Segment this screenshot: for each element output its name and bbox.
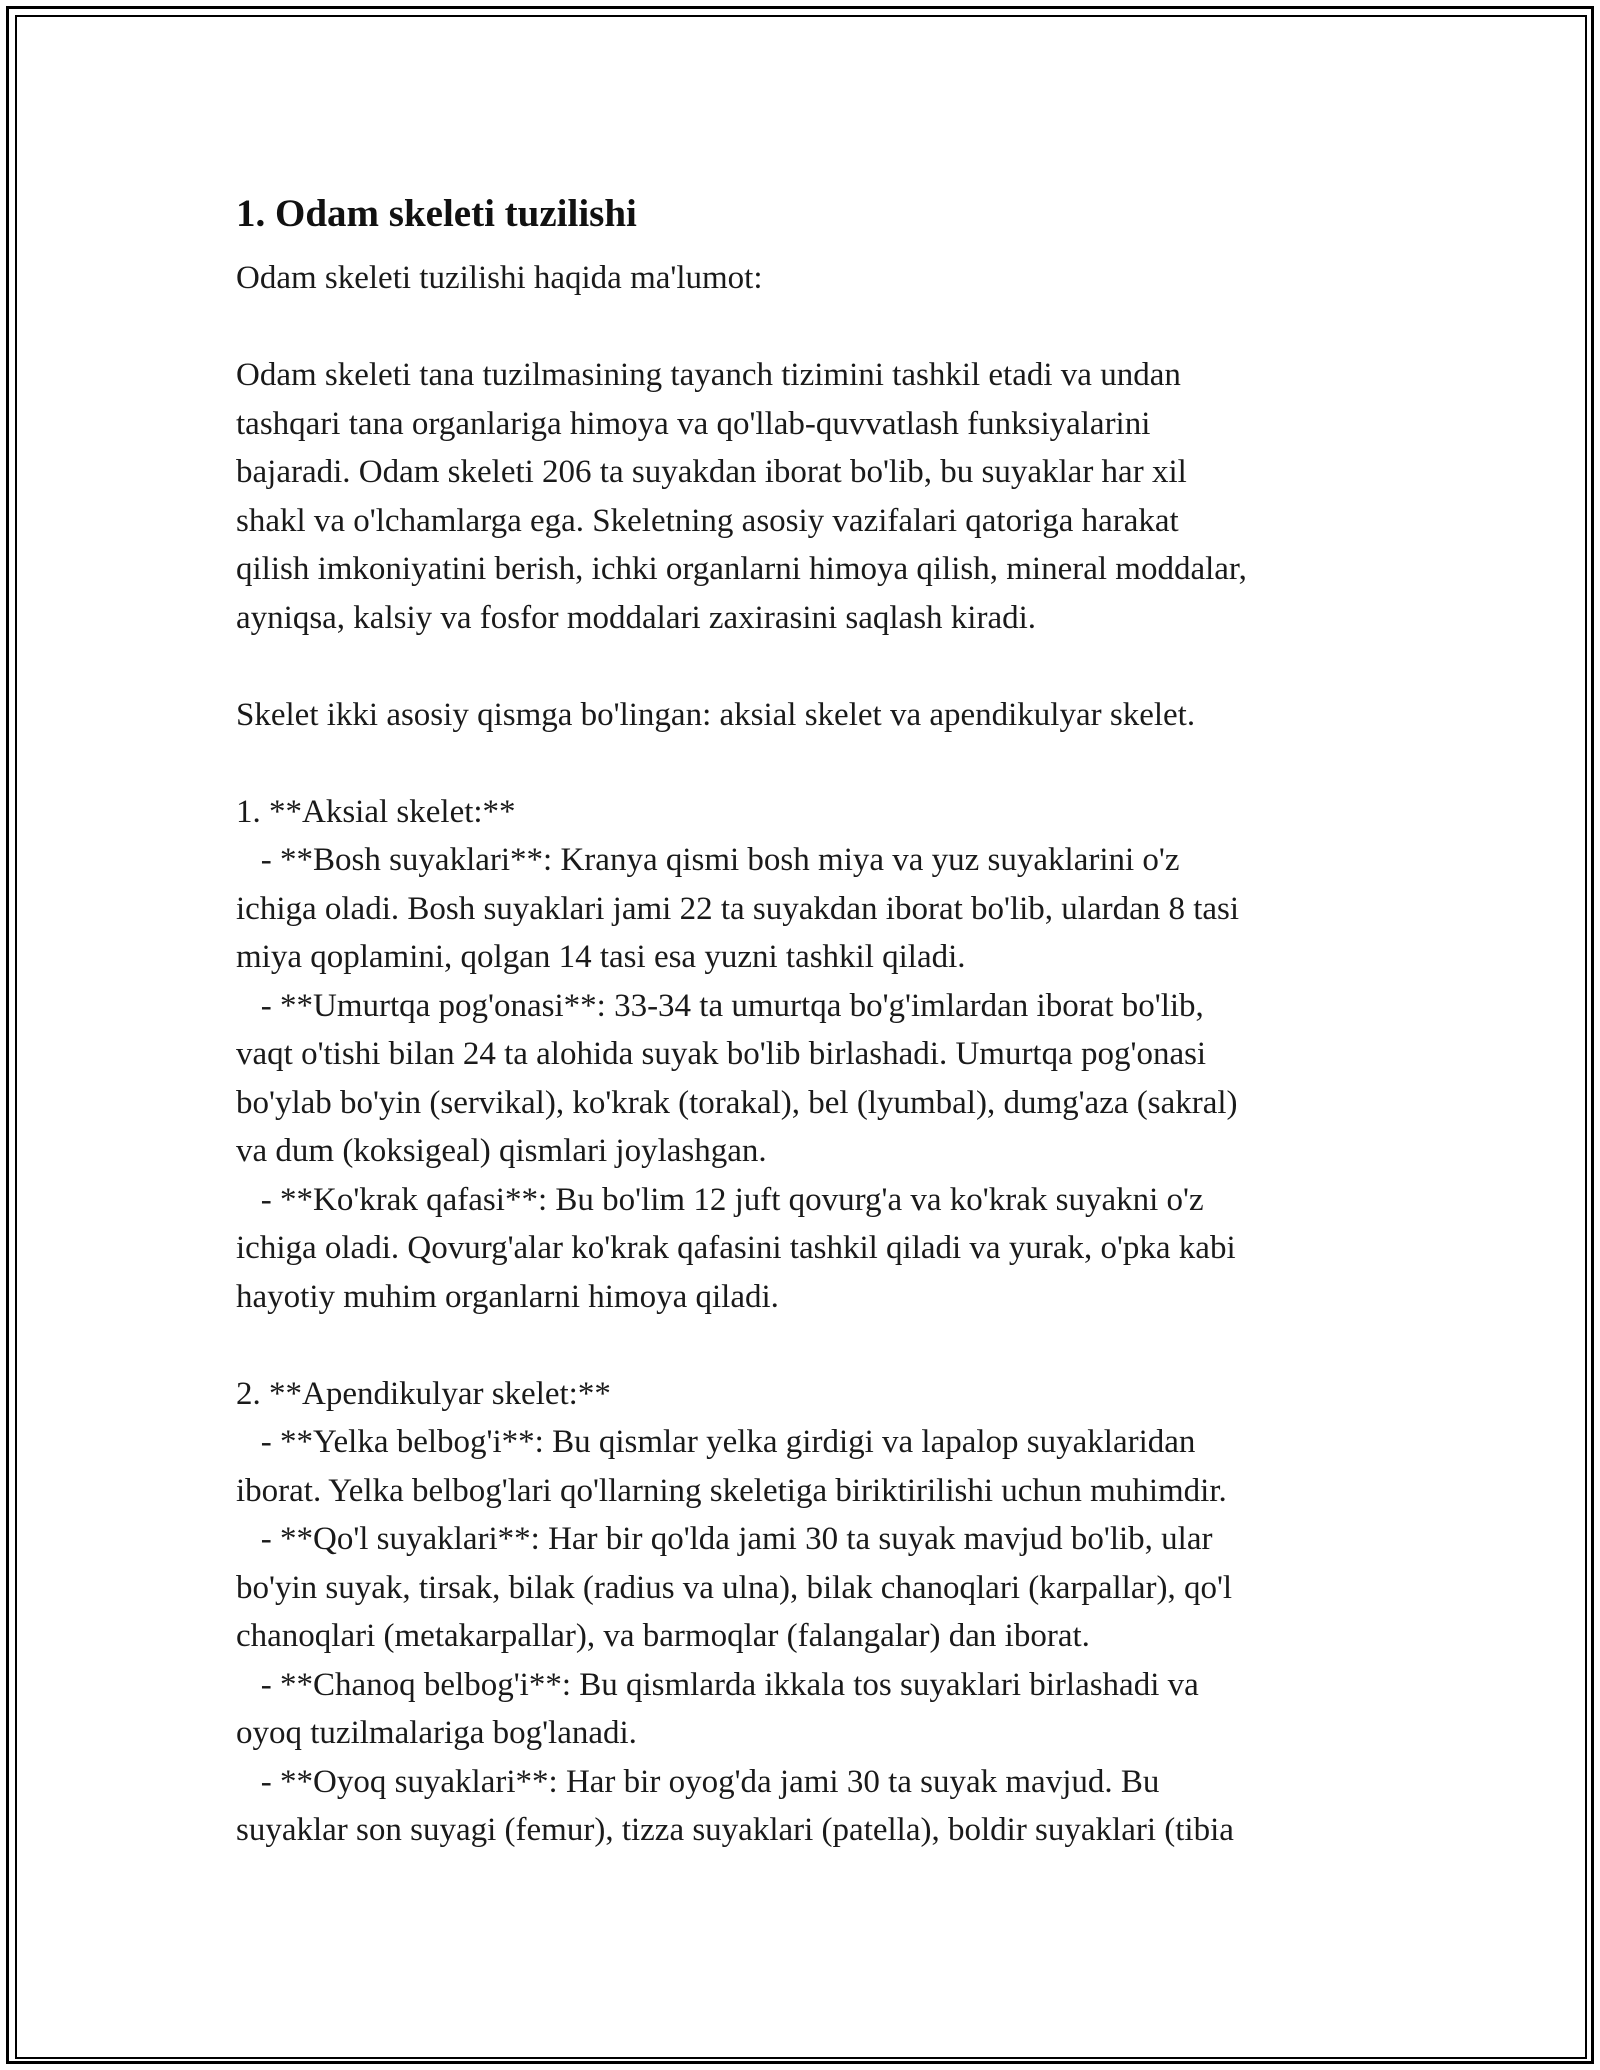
text-line: - **Chanoq belbog'i**: Bu qismlarda ikkala tos suyaklari birlashadi va	[236, 1666, 1199, 1703]
text-line: hayotiy muhim organlarni himoya qiladi.	[236, 1278, 779, 1315]
blank-line	[236, 739, 1386, 788]
text-line: 1. **Aksial skelet:**	[236, 793, 516, 830]
text-line: ayniqsa, kalsiy va fosfor moddalari zaxirasini saqlash kiradi.	[236, 599, 1037, 636]
text-line: ichiga oladi. Qovurg'alar ko'krak qafasini tashkil qiladi va yurak, o'pka kabi	[236, 1230, 1236, 1266]
document-body	[236, 184, 1386, 1855]
blank-line	[236, 642, 1386, 691]
text-line: Odam skeleti tana tuzilmasining tayanch tizimini tashkil etadi va undan	[236, 357, 1181, 393]
text-line: va dum (koksigeal) qismlari joylashgan.	[236, 1133, 767, 1169]
text-line: - **Bosh suyaklari**: Kranya qismi bosh miya va yuz suyaklarini o'z	[236, 842, 1180, 878]
text-line: qilish imkoniyatini berish, ichki organlarni himoya qilish, mineral moddalar,	[236, 551, 1247, 587]
text-line: oyoq tuzilmalariga bog'lanadi.	[236, 1715, 637, 1751]
text-line: miya qoplamini, qolgan 14 tasi esa yuzni tashkil qiladi.	[236, 939, 966, 975]
text-line: Skelet ikki asosiy qismga bo'lingan: aksial skelet va apendikulyar skelet.	[236, 696, 1196, 733]
text-line: ichiga oladi. Bosh suyaklari jami 22 ta suyakdan iborat bo'lib, ulardan 8 tasi	[236, 890, 1240, 927]
text-line: - **Qo'l suyaklari**: Har bir qo'lda jami 30 ta suyak mavjud bo'lib, ular	[236, 1521, 1213, 1557]
text-line: chanoqlari (metakarpallar), va barmoqlar (falangalar) dan iborat.	[236, 1618, 1090, 1654]
blank-line	[236, 303, 1386, 352]
text-line: vaqt o'tishi bilan 24 ta alohida suyak bo'lib birlashadi. Umurtqa pog'onasi	[236, 1036, 1207, 1072]
text-line: shakl va o'lchamlarga ega. Skeletning asosiy vazifalari qatoriga harakat	[236, 502, 1179, 539]
text-line: bo'ylab bo'yin (servikal), ko'krak (torakal), bel (lyumbal), dumg'aza (sakral)	[236, 1084, 1238, 1121]
text-line: - **Ko'krak qafasi**: Bu bo'lim 12 juft qovurg'a va ko'krak suyakni o'z	[236, 1181, 1204, 1218]
blank-line	[236, 1321, 1386, 1370]
document-title: 1. Odam skeleti tuzilishi	[236, 192, 637, 235]
text-line: - **Yelka belbog'i**: Bu qismlar yelka girdigi va lapalop suyaklaridan	[236, 1424, 1196, 1460]
text-line: Odam skeleti tuzilishi haqida ma'lumot:	[236, 260, 763, 296]
text-line: tashqari tana organlariga himoya va qo'llab-quvvatlash funksiyalarini	[236, 405, 1151, 442]
text-line: suyaklar son suyagi (femur), tizza suyaklari (patella), boldir suyaklari (tibia	[236, 1812, 1234, 1848]
text-line: - **Oyoq suyaklari**: Har bir oyog'da jami 30 ta suyak mavjud. Bu	[236, 1763, 1160, 1800]
text-line: - **Umurtqa pog'onasi**: 33-34 ta umurtqa bo'g'imlardan iborat bo'lib,	[236, 987, 1204, 1024]
text-line: 2. **Apendikulyar skelet:**	[236, 1375, 611, 1412]
text-line: bo'yin suyak, tirsak, bilak (radius va ulna), bilak chanoqlari (karpallar), qo'l	[236, 1569, 1233, 1606]
text-line: iborat. Yelka belbog'lari qo'llarning skeletiga biriktirilishi uchun muhimdir.	[236, 1472, 1227, 1509]
text-line: bajaradi. Odam skeleti 206 ta suyakdan iborat bo'lib, bu suyaklar har xil	[236, 454, 1187, 490]
document-text	[236, 254, 1386, 1855]
